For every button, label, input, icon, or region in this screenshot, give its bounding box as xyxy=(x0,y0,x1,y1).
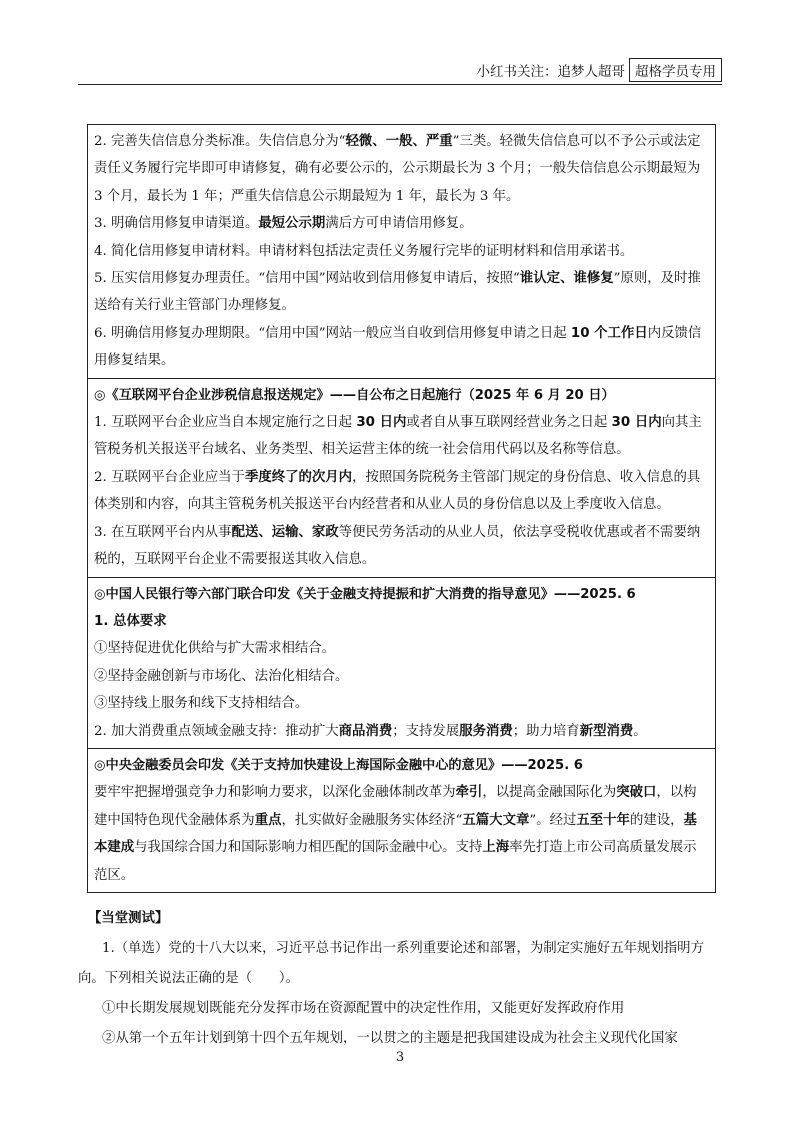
bold-keyword: 配送、运输、家政 xyxy=(231,524,339,540)
section-cell xyxy=(88,577,715,748)
bold-keyword: 季度终了的次月内 xyxy=(244,469,353,485)
header-badge: 超格学员专用 xyxy=(629,58,722,82)
bold-keyword: 新型消费 xyxy=(579,723,634,739)
section-title: ◎《互联网平台企业涉税信息报送规定》——自公布之日起施行（2025 年 6 月 20 日） xyxy=(94,387,615,403)
bold-keyword: 五篇大文章 xyxy=(462,812,530,828)
bold-keyword: 最短公示期 xyxy=(258,216,326,232)
section-line: 要牢牢把握增强竞争力和影响力要求，以深化金融体制改革为牵引，以提高金融国际化为突破口，以构建中国特色现代金融体系为重点，扎实做好金融服务实体经济“五篇大文章”。经过五至十年的建设，基本建成与我国综合国力和国际影响力相匹配的国际金融中心。支持上海率先打造上市公司高质量发展示范区。 xyxy=(94,785,697,883)
header-follow-text: 小红书关注：追梦人超哥 xyxy=(476,64,625,80)
section-line: ①坚持促进优化供给与扩大需求相结合。 xyxy=(94,641,336,657)
quiz-question: 1.（单选）党的十八大以来，习近平总书记作出一系列重要论述和部署，为制定实施好五年规划指明方向。下列相关说法正确的是（ ）。 xyxy=(78,941,704,986)
bold-keyword: 五至十年 xyxy=(576,812,630,828)
section-line: 2. 完善失信信息分类标准。失信信息分为“轻微、一般、严重”三类。轻微失信信息可以不予公示或法定责任义务履行完毕即可申请修复，确有必要公示的，公示期最长为 3 个月；一般失信信息公示期最短为 3 个月，最长为 1 年；严重失信信息公示期最短为 1 年，最长为 3 年。 xyxy=(94,134,701,204)
page-header xyxy=(477,58,723,82)
quiz-section xyxy=(78,904,723,1054)
quiz-heading: 【当堂测试】 xyxy=(88,911,169,926)
bold-keyword: 牵引 xyxy=(455,785,483,801)
section-cell xyxy=(88,125,715,378)
bold-keyword: 30 日内 xyxy=(611,415,662,431)
bold-keyword: 1. 总体要求 xyxy=(94,613,167,629)
bold-keyword: 上海 xyxy=(482,840,510,856)
section-line: 2. 加大消费重点领域金融支持：推动扩大商品消费；支持发展服务消费；助力培育新型消费。 xyxy=(94,723,647,739)
page-number: 3 xyxy=(395,1050,405,1065)
bold-keyword: 基本建成 xyxy=(94,812,697,856)
section-title: ◎中国人民银行等六部门联合印发《关于金融支持提振和扩大消费的指导意见》——2025. 6 xyxy=(94,586,636,602)
bold-keyword: 轻微、一般、严重 xyxy=(345,134,453,149)
section-line: 6. 明确信用修复办理期限。“信用中国”网站一般应当自收到信用修复申请之日起 10 个工作日内反馈信用修复结果。 xyxy=(94,325,702,369)
content-table xyxy=(87,124,716,893)
section-line: 4. 简化信用修复申请材料。申请材料包括法定责任义务履行完毕的证明材料和信用承诺书。 xyxy=(94,243,634,259)
bold-keyword: 重点 xyxy=(254,812,282,828)
section-line: ③坚持线上服务和线下支持相结合。 xyxy=(94,696,309,712)
bold-keyword: 服务消费 xyxy=(459,723,513,739)
section-line: 3. 在互联网平台内从事配送、运输、家政等便民劳务活动的从业人员，依法享受税收优惠或者不需要纳税的，互联网平台企业不需要报送其收入信息。 xyxy=(94,524,701,568)
section-line xyxy=(94,608,709,635)
bold-keyword: 商品消费 xyxy=(338,723,393,739)
bold-keyword: 突破口 xyxy=(616,785,657,801)
quiz-option: ①中长期发展规划既能充分发挥市场在资源配置中的决定性作用，又能更好发挥政府作用 xyxy=(102,1001,625,1016)
section-line: 2. 互联网平台企业应当于季度终了的次月内，按照国务院税务主管部门规定的身份信息、收入信息的具体类别和内容，向其主管税务机关报送平台内经营者和从业人员的身份信息以及上季度收入信息。 xyxy=(94,469,701,513)
section-cell xyxy=(88,748,715,892)
bold-keyword: 10 个工作日 xyxy=(570,325,648,341)
bold-keyword: 30 日内 xyxy=(356,415,407,431)
section-cell xyxy=(88,378,715,577)
section-line: ②坚持金融创新与市场化、法治化相结合。 xyxy=(94,668,349,684)
bold-keyword: 谁认定、谁修复 xyxy=(519,271,614,287)
header-rule xyxy=(78,84,722,85)
section-title: ◎中央金融委员会印发《关于支持加快建设上海国际金融中心的意见》——2025. 6 xyxy=(94,757,583,773)
section-line: 1. 互联网平台企业应当自本规定施行之日起 30 日内或者自从事互联网经营业务之日起 30 日内向其主管税务机关报送平台域名、业务类型、相关运营主体的统一社会信用代码以及名称等信息。 xyxy=(94,415,702,458)
section-line: 5. 压实信用修复办理责任。“信用中国”网站收到信用修复申请后，按照“谁认定、谁修复”原则，及时推送给有关行业主管部门办理修复。 xyxy=(94,271,701,314)
quiz-option: ②从第一个五年计划到第十四个五年规划，一以贯之的主题是把我国建设成为社会主义现代化国家 xyxy=(102,1031,678,1046)
section-line: 3. 明确信用修复申请渠道。最短公示期满后方可申请信用修复。 xyxy=(94,216,473,232)
